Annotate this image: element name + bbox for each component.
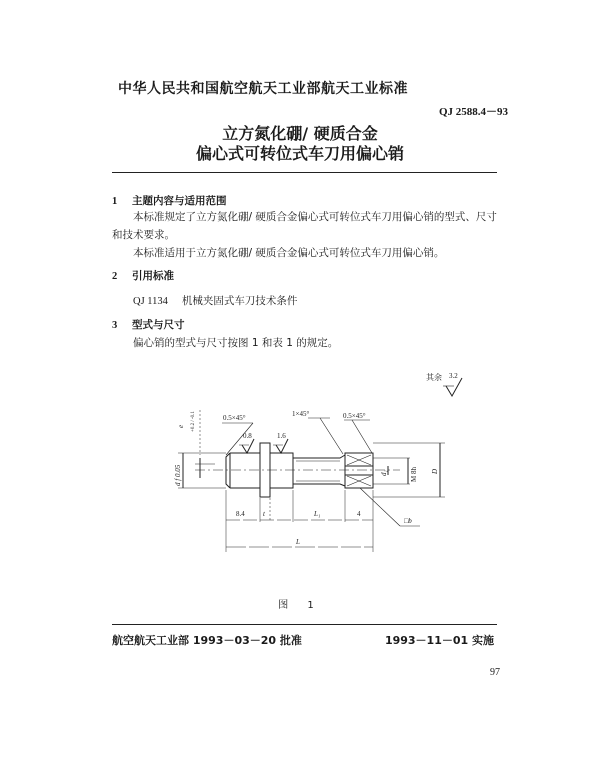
dim-D-label: D <box>431 468 439 474</box>
reference-code: QJ 1134 <box>133 296 168 307</box>
dim-t-label: t <box>263 510 265 518</box>
roughness-note-label: 其余 <box>426 373 442 382</box>
section-1-paragraph-1: 本标准规定了立方氮化硼/ 硬质合金偏心式可转位式车刀用偏心销的型式、尺寸和技术要求。 <box>112 211 497 241</box>
effective-date: 1993－11－01 实施 <box>384 634 494 647</box>
section-title: 型式与尺寸 <box>132 319 185 331</box>
document-title-line-1: 立方氮化硼/ 硬质合金 <box>222 124 378 143</box>
dim-L-label: L <box>296 538 300 546</box>
section-number: 2 <box>112 271 118 282</box>
section-1-paragraph-2: 本标准适用于立方氮化硼/ 硬质合金偏心式可转位式车刀用偏心销。 <box>133 247 445 259</box>
section-3-paragraph: 偏心销的型式与尺寸按图 1 和表 1 的规定。 <box>133 337 339 349</box>
issuing-organization: 中华人民共和国航空航天工业部航天工业标准 <box>118 81 408 97</box>
approval-date: 航空航天工业部 1993－03－20 批准 <box>112 634 302 647</box>
dim-8.4-label: 8.4 <box>236 510 245 518</box>
dim-L1-label: L₁ <box>314 510 321 518</box>
eccentric-tolerance: +0.2 / -0.1 <box>191 411 196 432</box>
diameter-d-label: d f 0.05 <box>174 464 182 486</box>
dim-4-label: 4 <box>357 510 361 518</box>
dim-across-flats-label: □b <box>404 517 412 525</box>
figure-caption: 图 1 <box>278 600 322 611</box>
chamfer-right-label: 0.5×45° <box>343 412 366 420</box>
section-number: 1 <box>112 196 118 207</box>
standard-code: QJ 2588.4－93 <box>438 106 508 118</box>
dim-thread-label: M 8h <box>410 467 418 482</box>
dim-d1-label: d₁ <box>380 470 388 476</box>
section-number: 3 <box>112 320 118 331</box>
reference-title: 机械夹固式车刀技术条件 <box>181 295 298 307</box>
document-title-line-2: 偏心式可转位式车刀用偏心销 <box>195 144 404 163</box>
chamfer-mid-label: 1×45° <box>292 410 310 418</box>
section-title: 引用标准 <box>132 270 174 282</box>
roughness-0.8-label: 0.8 <box>243 432 252 440</box>
roughness-value: 3.2 <box>449 372 458 380</box>
eccentric-label: e <box>177 424 185 428</box>
section-title: 主题内容与适用范围 <box>132 195 227 207</box>
footer-divider <box>112 624 497 625</box>
roughness-1.6-label: 1.6 <box>277 432 286 440</box>
chamfer-left-label: 0.5×45° <box>223 414 246 422</box>
page-number: 97 <box>490 667 500 678</box>
